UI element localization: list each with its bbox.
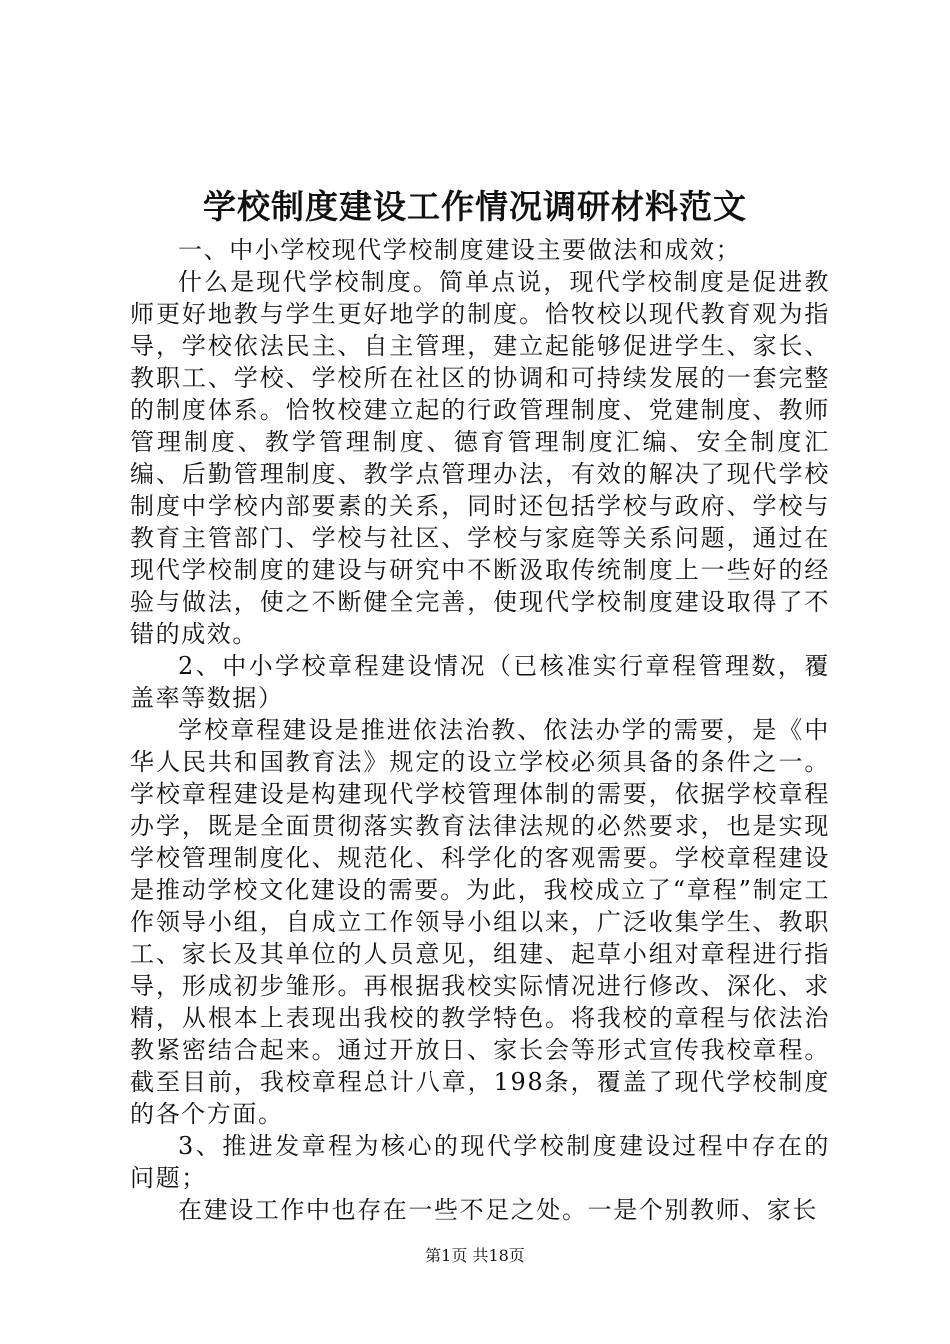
paragraph-shortcomings: 在建设工作中也存在一些不足之处。一是个别教师、家长 xyxy=(178,1196,818,1224)
document-title: 学校制度建设工作情况调研材料范文 xyxy=(203,187,747,226)
paragraph-section-2-heading: 2、中小学校章程建设情况（已核准实行章程管理数，覆盖率等数据） xyxy=(130,652,830,712)
page-footer: 第1页 共18页 xyxy=(425,1246,525,1265)
document-body xyxy=(130,234,830,1226)
paragraph-modern-school-system: 什么是现代学校制度。简单点说，现代学校制度是促进教师更好地教与学生更好地学的制度。恰牧校以现代教育观为指导，学校依法民主、自主管理，建立起能够促进学生、家长、教职工、学校、学校所在社区的协调和可持续发展的一套完整的制度体系。恰牧校建立起的行政管理制度、党建制度、教师管理制度、教学管理制度、德育管理制度汇编、安全制度汇编、后勤管理制度、教学点管理办法，有效的解决了现代学校制度中学校内部要素的关系，同时还包括学校与政府、学校与教育主管部门、学校与社区、学校与家庭等关系问题，通过在现代学校制度的建设与研究中不断汲取传统制度上一些好的经验与做法，使之不断健全完善，使现代学校制度建设取得了不错的成效。 xyxy=(130,268,830,648)
paragraph-section-3-heading: 3、推进发章程为核心的现代学校制度建设过程中存在的问题； xyxy=(130,1132,830,1192)
paragraph-section-1-heading: 一、中小学校现代学校制度建设主要做法和成效； xyxy=(178,236,742,264)
paragraph-school-charter: 学校章程建设是推进依法治教、依法办学的需要，是《中华人民共和国教育法》规定的设立学校必须具备的条件之一。学校章程建设是构建现代学校管理体制的需要，依据学校章程办学，既是全面贯彻落实教育法律法规的必然要求，也是实现学校管理制度化、规范化、科学化的客观需要。学校章程建设是推动学校文化建设的需要。为此，我校成立了“章程”制定工作领导小组，自成立工作领导小组以来，广泛收集学生、教职工、家长及其单位的人员意见，组建、起草小组对章程进行指导，形成初步雏形。再根据我校实际情况进行修改、深化、求精，从根本上表现出我校的教学特色。将我校的章程与依法治教紧密结合起来。通过开放日、家长会等形式宣传我校章程。截至目前，我校章程总计八章，198条，覆盖了现代学校制度的各个方面。 xyxy=(130,716,830,1128)
